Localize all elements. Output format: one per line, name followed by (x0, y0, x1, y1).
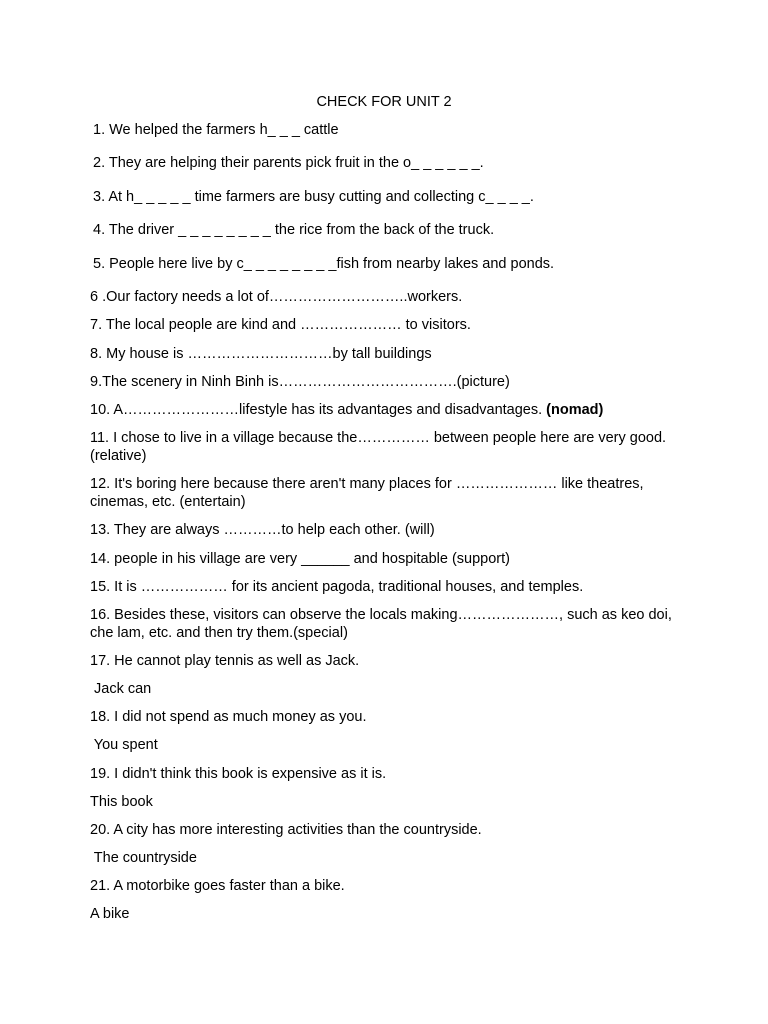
question-2: 2. They are helping their parents pick fruit in the o_ _ _ _ _ _. (93, 155, 484, 171)
answer-17: Jack can (90, 681, 152, 697)
question-4: 4. The driver _ _ _ _ _ _ _ _ the rice from the back of the truck. (93, 222, 495, 238)
question-11: 11. I chose to live in a village because the…………… between people here are very good.(relative) (90, 430, 667, 464)
question-15: 15. It is ……………… for its ancient pagoda, traditional houses, and temples. (90, 579, 584, 595)
question-8: 8. My house is …………………………by tall buildings (90, 346, 432, 362)
answer-18: You spent (90, 737, 158, 753)
question-7: 7. The local people are kind and ………………… to visitors. (90, 317, 471, 333)
answer-19: This book (90, 794, 153, 810)
question-16: 16. Besides these, visitors can observe the locals making…………………, such as keo doi, che lam, etc. and then try them.(special) (90, 607, 672, 641)
question-10 (90, 401, 680, 419)
question-3: 3. At h_ _ _ _ _ time farmers are busy cutting and collecting c_ _ _ _. (93, 189, 534, 205)
question-6: 6 .Our factory needs a lot of………………………..workers. (90, 289, 463, 305)
question-10-hint: (nomad) (546, 402, 604, 418)
answer-21: A bike (90, 906, 130, 922)
question-17: 17. He cannot play tennis as well as Jack. (90, 653, 360, 669)
question-18: 18. I did not spend as much money as you. (90, 709, 367, 725)
question-20: 20. A city has more interesting activities than the countryside. (90, 822, 482, 838)
page-title: CHECK FOR UNIT 2 (316, 94, 452, 110)
question-10-text: 10. A……………………lifestyle has its advantages and disadvantages. (90, 402, 547, 418)
question-19: 19. I didn't think this book is expensive as it is. (90, 766, 387, 782)
question-13: 13. They are always …………to help each other. (will) (90, 522, 435, 538)
answer-20: The countryside (90, 850, 197, 866)
question-1: 1. We helped the farmers h_ _ _ cattle (93, 122, 339, 138)
question-5: 5. People here live by c_ _ _ _ _ _ _ _fish from nearby lakes and ponds. (93, 256, 555, 272)
question-14: 14. people in his village are very ______ and hospitable (support) (90, 551, 510, 567)
question-21: 21. A motorbike goes faster than a bike. (90, 878, 345, 894)
question-9: 9.The scenery in Ninh Binh is……………………………….(picture) (90, 374, 510, 390)
question-12: 12. It's boring here because there aren't many places for ………………… like theatres, cinemas, etc. (entertain) (90, 476, 644, 510)
